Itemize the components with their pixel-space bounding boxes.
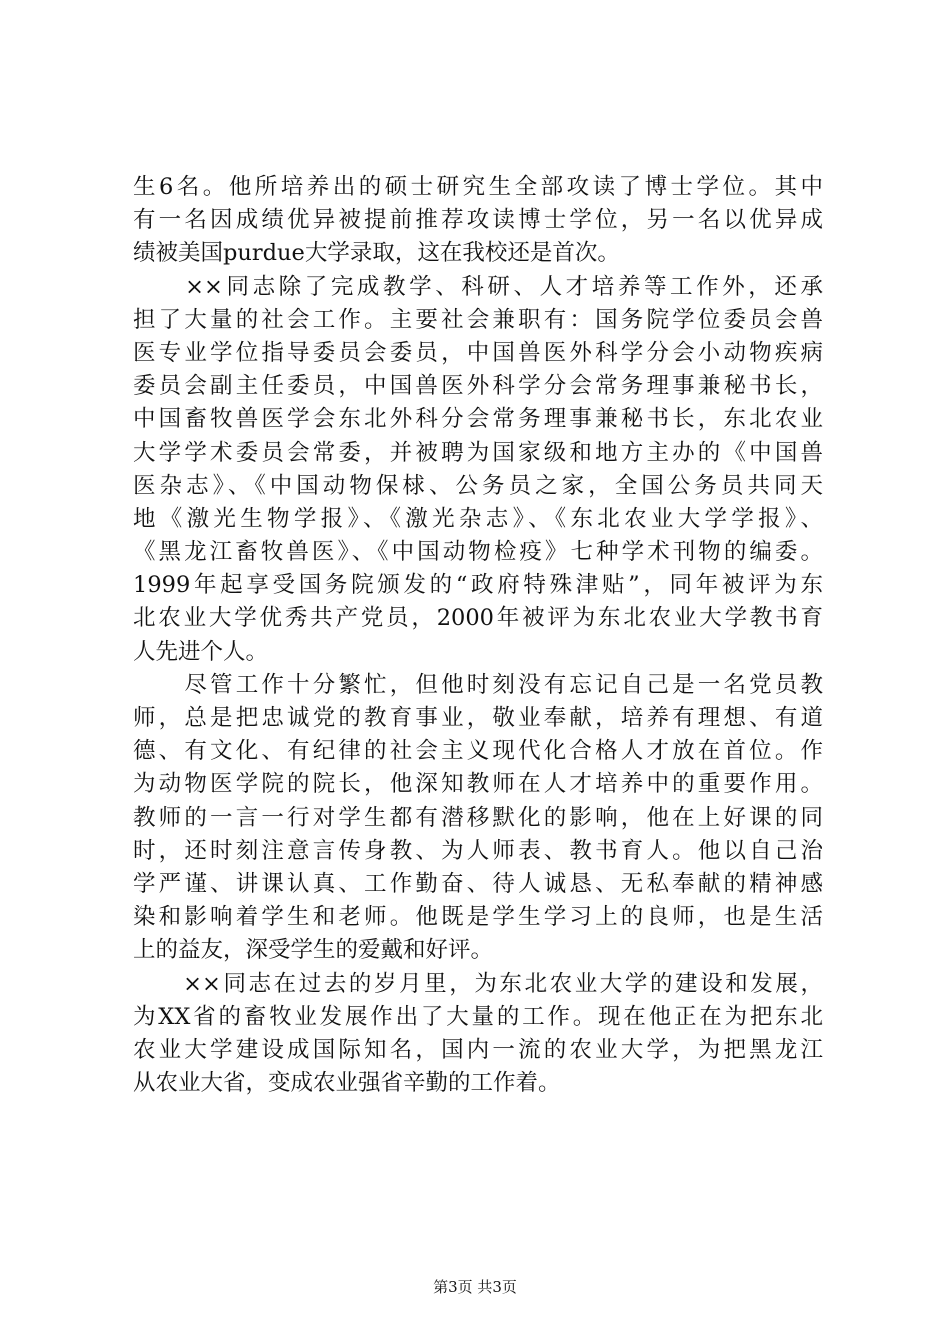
text-line: 大学学术委员会常委，并被聘为国家级和地方主办的《中国兽 bbox=[133, 439, 823, 466]
text-line: 绩被美国purdue大学录取，这在我校还是首次。 bbox=[133, 240, 620, 267]
text-line: 德、有文化、有纪律的社会主义现代化合格人才放在首位。作 bbox=[133, 738, 823, 765]
text-line: 医杂志》、《中国动物保梂、公务员之家，全国公务员共同天 bbox=[133, 472, 823, 499]
text-line: 为动物医学院的院长，他深知教师在人才培养中的重要作用。 bbox=[133, 771, 823, 798]
text-line: 人先进个人。 bbox=[133, 638, 269, 665]
text-line: 上的益友，深受学生的爱戴和好评。 bbox=[133, 937, 494, 964]
text-line: 委员会副主任委员，中国兽医外科学分会常务理事兼秘书长， bbox=[133, 373, 823, 400]
text-line: ××同志除了完成教学、科研、人才培养等工作外，还承 bbox=[133, 273, 823, 300]
text-line: 尽管工作十分繁忙，但他时刻没有忘记自己是一名党员教 bbox=[133, 671, 823, 698]
text-line: 有一名因成绩优异被提前推荐攻读博士学位，另一名以优异成 bbox=[133, 207, 823, 234]
text-line: 担了大量的社会工作。主要社会兼职有：国务院学位委员会兽 bbox=[133, 306, 823, 333]
text-line: 农业大学建设成国际知名，国内一流的农业大学，为把黑龙江 bbox=[133, 1036, 823, 1063]
text-line: 医专业学位指导委员会委员，中国兽医外科学分会小动物疾病 bbox=[133, 339, 823, 366]
text-line: 染和影响着学生和老师。他既是学生学习上的良师，也是生活 bbox=[133, 904, 823, 931]
text-line: 为XX省的畜牧业发展作出了大量的工作。现在他正在为把东北 bbox=[133, 1003, 823, 1030]
text-line: 时，还时刻注意言传身教、为人师表、教书育人。他以自己治 bbox=[133, 837, 823, 864]
text-line: 中国畜牧兽医学会东北外科分会常务理事兼秘书长，东北农业 bbox=[133, 406, 823, 433]
page-footer: 第3页 共3页 bbox=[433, 1278, 517, 1296]
text-line: 师，总是把忠诚党的教育事业，敬业奉献，培养有理想、有道 bbox=[133, 705, 823, 731]
text-line: 教师的一言一行对学生都有潜移默化的影响，他在上好课的同 bbox=[133, 804, 823, 831]
text-line: 1999年起享受国务院颁发的“政府特殊津贴”，同年被评为东 bbox=[133, 572, 823, 599]
text-line: 学严谨、讲课认真、工作勤奋、待人诚恳、无私奉献的精神感 bbox=[133, 870, 823, 897]
text-line: ××同志在过去的岁月里，为东北农业大学的建设和发展， bbox=[133, 970, 823, 997]
body-text bbox=[133, 171, 823, 1100]
text-line: 北农业大学优秀共产党员，2000年被评为东北农业大学教书育 bbox=[133, 605, 823, 632]
text-line: 从农业大省，变成农业强省辛勤的工作着。 bbox=[133, 1070, 561, 1097]
text-line: 生6名。他所培养出的硕士研究生全部攻读了博士学位。其中 bbox=[133, 174, 823, 200]
text-line: 《黑龙江畜牧兽医》、《中国动物检疫》七种学术刊物的编委。 bbox=[133, 539, 823, 566]
text-line: 地《激光生物学报》、《激光杂志》、《东北农业大学学报》、 bbox=[133, 505, 823, 532]
